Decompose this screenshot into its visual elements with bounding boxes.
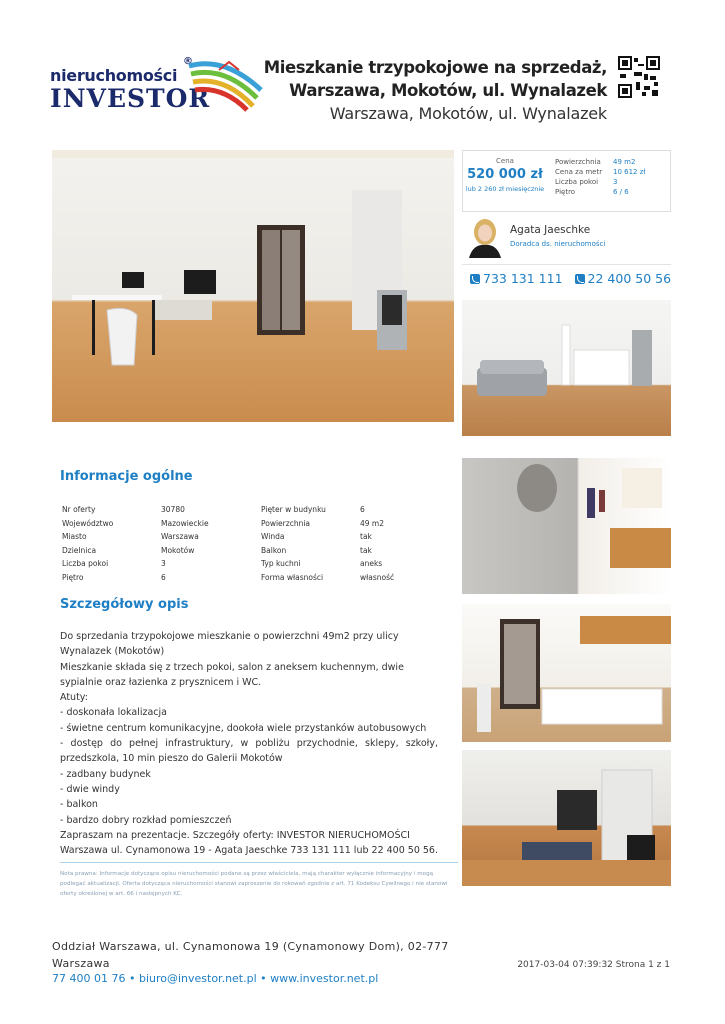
logo-line1: nieruchomości (50, 66, 178, 85)
detail-label: Piętro (555, 188, 576, 196)
field-value: 6 (161, 572, 166, 582)
divider (60, 862, 458, 863)
footer-address: Oddział Warszawa, ul. Cynamonowa 19 (Cynamonowy Dom), 02-777 Warszawa (52, 940, 449, 970)
field-label: Nr oferty (62, 505, 96, 514)
legal-note: Nota prawna: Informacje dotyczące opisu nieruchomości podane są przez właściciela, mają charakter wyłącznie informacyjny i mogą podlegać aktualizacji. Oferta dotycząca nieruchomości stanowi zaproszenie do rokowań zgodnie z art. 71 Kodeksu Cywilnego i nie stanowi oferty określonej w art. 66 i następnych KC. (60, 871, 448, 897)
agent-role: Doradca ds. nieruchomości (510, 240, 606, 248)
detail-row (555, 187, 645, 197)
footer-print-meta: 2017-03-04 07:39:32 Strona 1 z 1 (517, 960, 670, 970)
field-value: tak (360, 532, 372, 541)
description-line: Mieszkanie składa się z trzech pokoi, salon z aneksem kuchennym, dwie sypialnie oraz łazienka z prysznicem i WC. (60, 661, 404, 688)
field-label: Liczba pokoi (62, 559, 109, 568)
field-value: Mazowieckie (161, 518, 209, 528)
description-line: Zapraszam na prezentacje. Szczegóły oferty: INVESTOR NIERUCHOMOŚCI Warszawa ul. Cynamonowa 19 - Agata Jaeschke 733 131 111 lub 22 400 50 56. (60, 829, 438, 857)
detail-row (555, 157, 645, 167)
description-line: - zadbany budynek (60, 768, 151, 780)
field-value: 6 (360, 505, 365, 514)
field-label: Miasto (62, 532, 87, 541)
table-row (62, 544, 420, 558)
price-box (462, 150, 671, 212)
field-label: Piętro (62, 572, 84, 582)
field-label: Forma własności (261, 572, 324, 582)
divider (462, 264, 671, 265)
description-line: - dwie windy (60, 783, 120, 795)
phone-number: 733 131 111 (483, 271, 563, 286)
agent-phones (470, 271, 671, 286)
section-title-description: Szczegółowy opis (60, 597, 189, 612)
field-value: 49 m2 (360, 518, 385, 528)
field-label: Pięter w budynku (261, 505, 326, 514)
field-label: Województwo (62, 518, 114, 528)
phone-link-mobile[interactable] (470, 271, 563, 286)
logo-registered-mark: ® (183, 56, 193, 67)
photo-second-bedroom[interactable] (462, 750, 671, 886)
field-value: 3 (161, 559, 166, 568)
listing-title: Mieszkanie trzypokojowe na sprzedaż, Warszawa, Mokotów, ul. Wynalazek (263, 58, 607, 100)
table-row (62, 571, 420, 585)
detail-label: Cena za metr (555, 168, 603, 176)
qr-code-icon (618, 56, 660, 98)
phone-link-office[interactable] (575, 271, 672, 286)
photo-bedroom[interactable] (462, 604, 671, 742)
detail-label: Powierzchnia (555, 158, 601, 166)
detail-value: 6 / 6 (613, 188, 629, 196)
description-line: - balkon (60, 799, 98, 811)
general-info-table (62, 503, 420, 584)
description-line: - bardzo dobry rozkład pomieszczeń (60, 814, 232, 826)
section-title-general: Informacje ogólne (60, 469, 193, 484)
field-value: Mokotów (161, 545, 195, 555)
table-row (62, 530, 420, 544)
logo-line2: INVESTOR (50, 84, 211, 113)
price-details (555, 157, 645, 197)
description-line: Atuty: (60, 692, 88, 704)
field-label: Dzielnica (62, 545, 97, 555)
field-value: własność (360, 572, 395, 582)
field-value: tak (360, 545, 372, 555)
photo-living-room[interactable] (52, 150, 454, 422)
agent-name: Agata Jaeschke (510, 224, 591, 236)
table-row (62, 503, 420, 517)
detail-label: Liczba pokoi (555, 178, 599, 186)
description-line: - dostęp do pełnej infrastruktury, w pobliżu przychodnie, sklepy, szkoły, przedszkola, 10 min pieszo do Galerii Mokotów (60, 738, 438, 765)
detail-value: 49 m2 (613, 158, 636, 166)
detail-row (555, 177, 645, 187)
field-label: Winda (261, 532, 285, 541)
field-label: Typ kuchni (261, 559, 301, 568)
field-label: Powierzchnia (261, 518, 311, 528)
phone-icon (575, 274, 585, 284)
detail-value: 3 (613, 178, 618, 186)
photo-living-room-sofa[interactable] (462, 300, 671, 436)
listing-subtitle: Warszawa, Mokotów, ul. Wynalazek (329, 104, 607, 123)
table-row (62, 517, 420, 531)
price-label: Cena (496, 157, 514, 165)
description-line: - doskonała lokalizacja (60, 707, 167, 719)
description-body (60, 629, 438, 858)
field-value: aneks (360, 559, 383, 568)
detail-row (555, 167, 645, 177)
field-label: Balkon (261, 545, 287, 555)
price-value: 520 000 zł (467, 167, 543, 182)
detail-value: 10 612 zł (613, 168, 646, 176)
table-row (62, 557, 420, 571)
field-value: 30780 (161, 505, 185, 514)
field-value: Warszawa (161, 532, 199, 541)
description-line: - świetne centrum komunikacyjne, dookoła wiele przystanków autobusowych (60, 722, 427, 734)
photo-bathroom[interactable] (462, 458, 671, 594)
phone-number: 22 400 50 56 (587, 271, 672, 286)
agent-avatar (465, 216, 505, 258)
footer-contact[interactable]: 77 400 01 76 • biuro@investor.net.pl • www.investor.net.pl (52, 972, 379, 985)
phone-icon (470, 274, 480, 284)
monthly-payment: lub 2 260 zł miesięcznie (465, 185, 545, 193)
description-line: Do sprzedania trzypokojowe mieszkanie o powierzchni 49m2 przy ulicy Wynalazek (Mokotów) (60, 631, 399, 658)
